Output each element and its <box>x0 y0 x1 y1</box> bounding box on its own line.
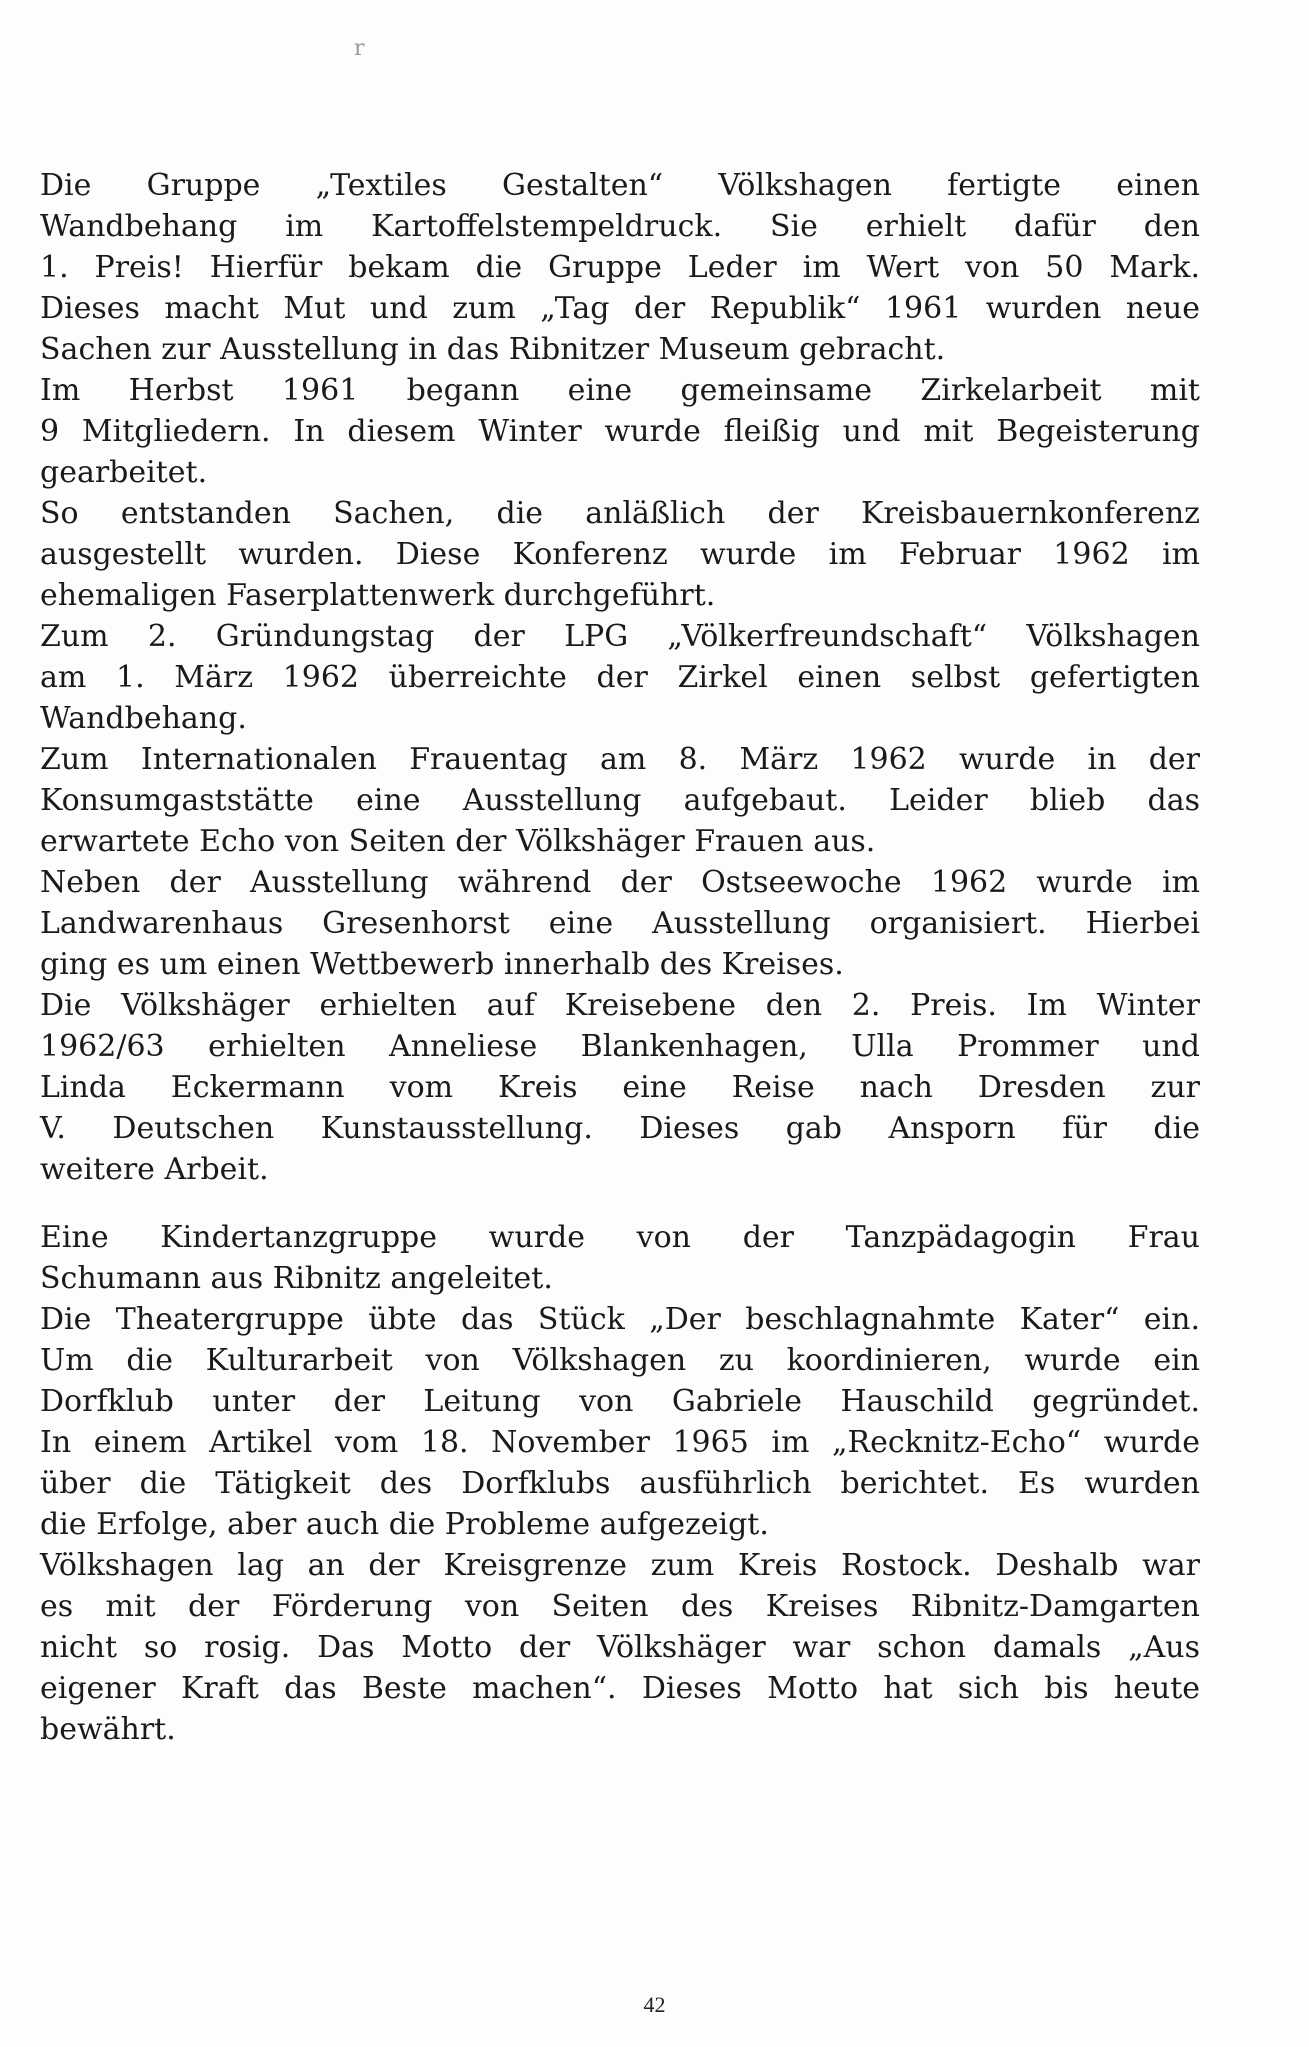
line-text: Linda Eckermann vom Kreis eine Reise nach Dresden zur <box>40 1070 1200 1105</box>
line-text: Völkshagen lag an der Kreisgrenze zum Kreis Rostock. Deshalb war <box>40 1548 1200 1583</box>
line-text: In einem Artikel vom 18. November 1965 im „Recknitz-Echo“ wurde <box>40 1425 1200 1460</box>
line-text: Wandbehang. <box>40 701 247 736</box>
line-text: Zum Internationalen Frauentag am 8. März 1962 wurde in der <box>40 742 1200 777</box>
line-text: bewährt. <box>40 1712 176 1747</box>
text-line <box>40 1546 1200 1586</box>
line-text: V. Deutschen Kunstausstellung. Dieses gab Ansporn für die <box>40 1111 1200 1146</box>
text-line <box>40 371 1200 411</box>
line-text: die Erfolge, aber auch die Probleme aufgezeigt. <box>40 1507 769 1542</box>
text-line <box>40 1109 1200 1149</box>
line-text: Zum 2. Gründungstag der LPG „Völkerfreundschaft“ Völkshagen <box>40 619 1200 654</box>
text-line <box>40 699 1200 739</box>
text-line <box>40 945 1200 985</box>
line-text: ging es um einen Wettbewerb innerhalb des Kreises. <box>40 947 844 982</box>
text-line <box>40 822 1200 862</box>
text-line <box>40 1505 1200 1545</box>
text-line <box>40 1300 1200 1340</box>
line-text: Dorfklub unter der Leitung von Gabriele Hauschild gegründet. <box>40 1384 1200 1419</box>
text-line <box>40 658 1200 698</box>
line-text: Dieses macht Mut und zum „Tag der Republik“ 1961 wurden neue <box>40 291 1200 326</box>
line-text: Landwarenhaus Gresenhorst eine Ausstellung organisiert. Hierbei <box>40 906 1200 941</box>
text-line <box>40 740 1200 780</box>
line-text: Um die Kulturarbeit von Völkshagen zu koordinieren, wurde ein <box>40 1343 1200 1378</box>
line-text: es mit der Förderung von Seiten des Kreises Ribnitz-Damgarten <box>40 1589 1200 1624</box>
line-text: Im Herbst 1961 begann eine gemeinsame Zirkelarbeit mit <box>40 373 1200 408</box>
text-line <box>40 1587 1200 1627</box>
line-text: nicht so rosig. Das Motto der Völkshäger war schon damals „Aus <box>40 1630 1200 1665</box>
text-line <box>40 904 1200 944</box>
text-line <box>40 1628 1200 1668</box>
line-text: Neben der Ausstellung während der Ostseewoche 1962 wurde im <box>40 865 1200 900</box>
line-text: ausgestellt wurden. Diese Konferenz wurde im Februar 1962 im <box>40 537 1200 572</box>
text-line <box>40 535 1200 575</box>
line-text: Schumann aus Ribnitz angeleitet. <box>40 1261 553 1296</box>
text-line <box>40 248 1200 288</box>
text-line <box>40 1464 1200 1504</box>
line-text: Die Theatergruppe übte das Stück „Der beschlagnahmte Kater“ ein. <box>40 1302 1200 1337</box>
text-line <box>40 1669 1200 1709</box>
text-line <box>40 412 1200 452</box>
text-line <box>40 986 1200 1026</box>
text-line <box>40 330 1200 370</box>
stray-mark: r <box>354 36 365 61</box>
text-line <box>40 1027 1200 1067</box>
text-line <box>40 576 1200 616</box>
line-text: gearbeitet. <box>40 455 208 490</box>
text-line <box>40 1259 1200 1299</box>
line-text: 9 Mitgliedern. In diesem Winter wurde fleißig und mit Begeisterung <box>40 414 1200 449</box>
line-text: 1. Preis! Hierfür bekam die Gruppe Leder im Wert von 50 Mark. <box>40 250 1200 285</box>
text-line <box>40 781 1200 821</box>
text-line <box>40 289 1200 329</box>
text-line <box>40 1218 1200 1258</box>
text-line <box>40 1423 1200 1463</box>
line-text: So entstanden Sachen, die anläßlich der Kreisbauernkonferenz <box>40 496 1200 531</box>
line-text: über die Tätigkeit des Dorfklubs ausführlich berichtet. Es wurden <box>40 1466 1200 1501</box>
line-text: Die Gruppe „Textiles Gestalten“ Völkshagen fertigte einen <box>40 168 1200 203</box>
text-line <box>40 166 1200 206</box>
text-line <box>40 1068 1200 1108</box>
page-number: 42 <box>643 1992 666 2017</box>
line-text: Die Völkshäger erhielten auf Kreisebene den 2. Preis. Im Winter <box>40 988 1200 1023</box>
line-text: 1962/63 erhielten Anneliese Blankenhagen, Ulla Prommer und <box>40 1029 1200 1064</box>
line-text: Sachen zur Ausstellung in das Ribnitzer Museum gebracht. <box>40 332 946 367</box>
text-line <box>40 863 1200 903</box>
text-line <box>40 1382 1200 1422</box>
line-text: erwartete Echo von Seiten der Völkshäger Frauen aus. <box>40 824 876 859</box>
line-text: Konsumgaststätte eine Ausstellung aufgebaut. Leider blieb das <box>40 783 1200 818</box>
line-text: weitere Arbeit. <box>40 1152 269 1187</box>
text-line <box>40 207 1200 247</box>
line-text: Eine Kindertanzgruppe wurde von der Tanzpädagogin Frau <box>40 1220 1200 1255</box>
line-text: am 1. März 1962 überreichte der Zirkel einen selbst gefertigten <box>40 660 1200 695</box>
text-line <box>40 1710 1200 1750</box>
text-line <box>40 494 1200 534</box>
text-line <box>40 453 1200 493</box>
text-line <box>40 617 1200 657</box>
text-line <box>40 1150 1200 1190</box>
text-line <box>40 1341 1200 1381</box>
line-text: eigener Kraft das Beste machen“. Dieses Motto hat sich bis heute <box>40 1671 1200 1706</box>
line-text: ehemaligen Faserplattenwerk durchgeführt. <box>40 578 716 613</box>
line-text: Wandbehang im Kartoffelstempeldruck. Sie erhielt dafür den <box>40 209 1200 244</box>
